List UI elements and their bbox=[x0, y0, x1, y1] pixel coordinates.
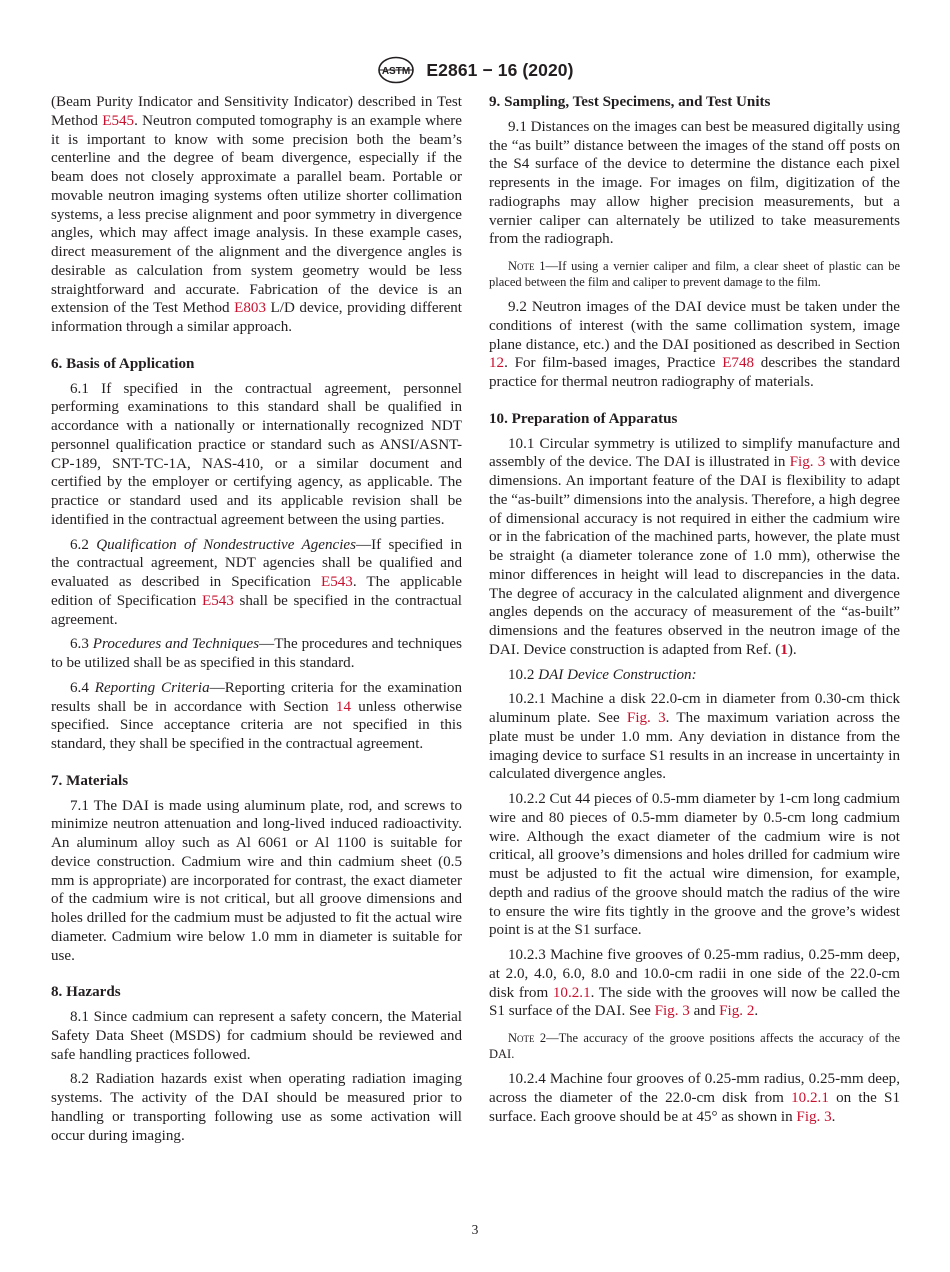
section-6-heading: 6. Basis of Application bbox=[51, 355, 195, 372]
section-9-heading: 9. Sampling, Test Specimens, and Test Units bbox=[489, 94, 771, 110]
section-10-heading: 10. Preparation of Apparatus bbox=[489, 410, 678, 427]
section-8-heading: 8. Hazards bbox=[51, 984, 121, 1001]
paragraph-9-1: 9.1 Distances on the images can best be measured digitally using the “as built” distance between the images of the stand off posts on the S4 surface of the device to determine the distance each pixel represents in the image. For images on film, digitization of the radiographs may allow higher precision measurements, but a vernier caliper can alternately be utilized to take measurements from the radiograph. bbox=[489, 118, 900, 248]
ref-e748-link[interactable]: E748 bbox=[722, 355, 755, 372]
logo-text: ASTM bbox=[382, 66, 411, 77]
astm-logo-icon bbox=[376, 56, 416, 84]
ref-e803-link[interactable]: E803 bbox=[234, 300, 267, 317]
intro-paragraph: (Beam Purity Indicator and Sensitivity Indicator) described in Test Method E545. Neutron computed tomography is an example where it is important to know with some precision both the beam’s centerline and the degree of beam divergence, especially if the beam does not closely approximate a parallel beam. Portable or movable neutron imaging systems often utilize shorter collimation systems, a less precise alignment and poor symmetry in divergence angles, which may affect image analysis. In these example cases, direct measurement of the alignment and the divergence angles is desirable as calculation from system geometry would be less straightforward and accurate. Fabrication of the device is an extension of the Test Method E803 L/D device, providing different information through a similar approach. bbox=[51, 94, 463, 335]
paragraph-6-4: 6.4 Reporting Criteria—Reporting criteria for the examination results shall be in accordance with Section 14 unless otherwise specified. Since acceptance criteria are not specified in this standard, they shall be specified in the contractual agreement. bbox=[51, 679, 462, 752]
paragraph-10-1: 10.1 Circular symmetry is utilized to simplify manufacture and assembly of the device. The DAI is illustrated in Fig. 3 with device dimensions. An important feature of the DAI is flexibility to adapt the “as-built” dimensions into the analysis. Therefore, a high degree of dimensional accuracy is not required in either the cadmium wire or in the fabrication of the machined parts, however, the plate must be straight (a diameter tolerance zone of 1.0 mm), otherwise the minor differences in height will lead to discrepancies in the data. The degree of accuracy in the calculated alignment and divergence angles depends on the accuracy of measurement of the “as-built” dimensions and the features observed in the neutron image of the DAI. Device construction is adapted from Ref. (1). bbox=[489, 435, 900, 658]
paragraph-9-2: 9.2 Neutron images of the DAI device must be taken under the conditions of interest (with the same collimation system, image plane distance, etc.) and the DAI positioned as described in Section 12. For film-based images, Practice E748 describes the standard practice for thermal neutron radiography of materials. bbox=[489, 299, 900, 390]
paragraph-7-1: 7.1 The DAI is made using aluminum plate, rod, and screws to minimize neutron attenuation and long-lived induced radioactivity. An aluminum alloy such as Al 6061 or Al 1100 is suitable for device construction. Cadmium wire and thin cadmium sheet (0.5 mm is appropriate) are incorporated for contrast, the exact diameter of the cadmium wire is not critical, but all groove dimensions and holes drilled for the cadmium must be adjusted to fit the actual wire diameter. Cadmium wire below 1.0 mm in diameter is suitable for use. bbox=[51, 797, 462, 964]
section-14-link[interactable]: 14 bbox=[335, 698, 351, 715]
reference-1-link[interactable]: 1 bbox=[780, 641, 788, 658]
ref-e543-link[interactable]: E543 bbox=[320, 574, 353, 590]
fig-3-link[interactable]: Fig. 3 bbox=[789, 454, 826, 471]
right-column bbox=[489, 93, 900, 1126]
section-12-link[interactable]: 12 bbox=[489, 355, 505, 372]
paragraph-8-1: 8.1 Since cadmium can represent a safety concern, the Material Safety Data Sheet (MSDS) for cadmium should be reviewed and safe handling practices followed. bbox=[51, 1009, 462, 1063]
paragraph-10-2-3: 10.2.3 Machine five grooves of 0.25-mm radius, 0.25-mm deep, at 2.0, 4.0, 6.0, 8.0 and 10.0-cm radii in one side of the 22.0-cm disk from 10.2.1. The side with the grooves will now be called the S1 surface of the DAI. See Fig. 3 and Fig. 2. bbox=[489, 947, 900, 1020]
fig-3-link[interactable]: Fig. 3 bbox=[626, 710, 666, 726]
fig-3-link[interactable]: Fig. 3 bbox=[796, 1108, 832, 1125]
note-1: Note 1—If using a vernier caliper and film, a clear sheet of plastic can be placed between the film and caliper to prevent damage to the film. bbox=[489, 259, 901, 289]
page-number: 3 bbox=[471, 1222, 479, 1237]
ref-e543-link[interactable]: E543 bbox=[201, 592, 234, 609]
section-10-2-1-link[interactable]: 10.2.1 bbox=[552, 984, 591, 1001]
page-header bbox=[0, 56, 950, 84]
fig-2-link[interactable]: Fig. 2 bbox=[719, 1003, 755, 1020]
fig-3-link[interactable]: Fig. 3 bbox=[654, 1003, 690, 1020]
note-2: Note 2—The accuracy of the groove positions affects the accuracy of the DAI. bbox=[489, 1031, 900, 1061]
left-column bbox=[51, 93, 462, 1145]
paragraph-6-2: 6.2 Qualification of Nondestructive Agencies—If specified in the contractual agreement, NDT agencies shall be qualified and evaluated as described in Specification E543. The applicable edition of Specification E543 shall be specified in the contractual agreement. bbox=[51, 536, 462, 628]
paragraph-10-2-4: 10.2.4 Machine four grooves of 0.25-mm radius, 0.25-mm deep, across the diameter of the 22.0-cm disk from 10.2.1 on the S1 surface. Each groove should be at 45° as shown in Fig. 3. bbox=[489, 1071, 900, 1125]
paragraph-8-2: 8.2 Radiation hazards exist when operating radiation imaging systems. The activity of the DAI should be measured prior to handling or transporting following use as some activation will occur during imaging. bbox=[51, 1071, 462, 1144]
paragraph-10-2-1: 10.2.1 Machine a disk 22.0-cm in diameter from 0.30-cm thick aluminum plate. See Fig. 3. The maximum variation across the plate must be under 1.0 mm. Any deviation in distance from the imaging device to surface S1 results in an increase in uncertainty in calculated divergence angles. bbox=[489, 691, 900, 783]
section-7-heading: 7. Materials bbox=[51, 772, 129, 789]
ref-e545-link[interactable]: E545 bbox=[102, 112, 135, 129]
document-designation: E2861 − 16 (2020) bbox=[426, 59, 574, 80]
paragraph-6-1: 6.1 If specified in the contractual agreement, personnel performing examinations to this standard shall be qualified in accordance with a nationally or internationally recognized NDT personnel qualification practice or standard such as ANSI/ASNT-CP-189, SNT-TC-1A, NAS-410, or a similar document and certified by the employer or certifying agency, as applicable. The practice or standard used and its applicable revision shall be identified in the contractual agreement between the using parties. bbox=[51, 380, 462, 528]
paragraph-10-2: 10.2 DAI Device Construction: bbox=[508, 666, 697, 683]
paragraph-6-3: 6.3 Procedures and Techniques—The procedures and techniques to be utilized shall be as specified in this standard. bbox=[51, 636, 462, 671]
paragraph-10-2-2: 10.2.2 Cut 44 pieces of 0.5-mm diameter by 1-cm long cadmium wire and 80 pieces of 0.5-mm diameter by 0.5-cm long cadmium wire. Although the exact diameter of the cadmium wire is not critical, all groove’s dimensions and holes drilled for cadmium wire must be adjusted to fit the actual wire dimension, for example, depth and radius of the groove should match the radius of the wire to ensure the wire fits tightly in the groove and the grove’s widest point is at the S1 surface. bbox=[489, 791, 900, 939]
section-10-2-1-link[interactable]: 10.2.1 bbox=[791, 1089, 829, 1106]
